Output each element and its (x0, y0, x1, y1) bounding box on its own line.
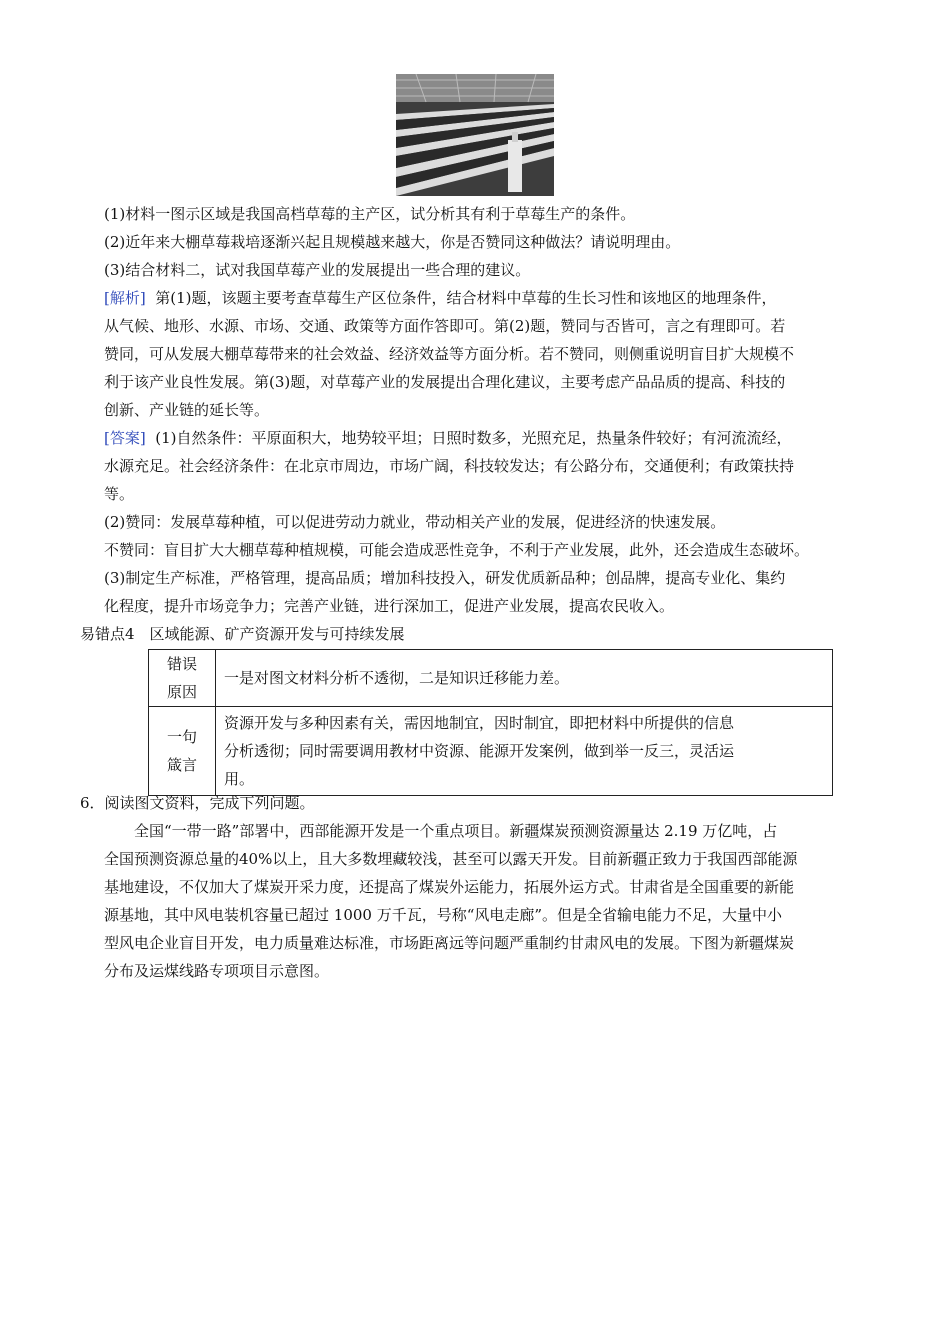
question-3: (3)结合材料二，试对我国草莓产业的发展提出一些合理的建议。 (104, 261, 531, 279)
question-6-line: 分布及运煤线路专项项目示意图。 (104, 962, 330, 980)
answer-line: (1)自然条件：平原面积大，地势较平坦；日照时数多，光照充足，热量条件较好；有河流流经， (155, 429, 792, 447)
question-1: (1)材料一图示区域是我国高档草莓的主产区，试分析其有利于草莓生产的条件。 (104, 205, 636, 223)
answer-line: 化程度，提升市场竞争力；完善产业链，进行深加工，促进产业发展，提高农民收入。 (104, 597, 675, 615)
question-6-line: 全国预测资源总量的40%以上，且大多数埋藏较浅，甚至可以露天开发。目前新疆正致力于我国西部能源 (104, 850, 798, 868)
table-label: 错误 (166, 655, 197, 673)
analysis-line: 创新、产业链的延长等。 (104, 401, 270, 419)
table-label-cell (149, 650, 216, 707)
answer-line: 水源充足。社会经济条件：在北京市周边，市场广阔，科技较发达；有公路分布，交通便利；有政策扶持 (104, 457, 795, 475)
table-text-cell: 一是对图文材料分析不透彻，二是知识迁移能力差。 (216, 650, 833, 707)
answer-line: 等。 (104, 485, 135, 503)
question-6-line: 全国“一带一路”部署中，西部能源开发是一个重点项目。新疆煤炭预测资源量达 2.19 万亿吨，占 (134, 822, 778, 840)
answer-line: (2)赞同：发展草莓种植，可以促进劳动力就业，带动相关产业的发展，促进经济的快速发展。 (104, 513, 726, 531)
analysis-line: 从气候、地形、水源、市场、交通、政策等方面作答即可。第(2)题，赞同与否皆可，言之有理即可。若 (104, 317, 786, 335)
table-label: 一句 (166, 728, 197, 746)
table-row (149, 707, 833, 796)
table-row (149, 650, 833, 707)
analysis-tag: [解析] (104, 289, 146, 307)
tips-table (148, 649, 833, 796)
greenhouse-photo (396, 74, 554, 196)
question-6-line: 基地建设，不仅加大了煤炭开采力度，还提高了煤炭外运能力，拓展外运方式。甘肃省是全国重要的新能 (104, 878, 795, 896)
analysis-line: 赞同，可从发展大棚草莓带来的社会效益、经济效益等方面分析。若不赞同，则侧重说明盲目扩大规模不 (104, 345, 795, 363)
answer-line: 不赞同：盲目扩大大棚草莓种植规模，可能会造成恶性竞争，不利于产业发展，此外，还会造成生态破坏。 (104, 541, 810, 559)
analysis-line: 第(1)题，该题主要考查草莓生产区位条件，结合材料中草莓的生长习性和该地区的地理条件， (155, 289, 777, 307)
answer-line: (3)制定生产标准，严格管理，提高品质；增加科技投入，研发优质新品种；创品牌，提高专业化、集约 (104, 569, 786, 587)
greenhouse-photo-drawing (396, 74, 554, 196)
question-6-line: 源基地，其中风电装机容量已超过 1000 万千瓦，号称“风电走廊”。但是全省输电能力不足，大量中小 (104, 906, 783, 924)
table-label: 箴言 (166, 756, 197, 774)
table-text-line: 用。 (224, 770, 255, 788)
answer-tag: [答案] (104, 429, 146, 447)
question-6-line: 型风电企业盲目开发，电力质量难达标准，市场距离远等问题严重制约甘肃风电的发展。下图为新疆煤炭 (104, 934, 795, 952)
table-label-cell (149, 707, 216, 796)
table-text-cell (216, 707, 833, 796)
question-6-title: 6．阅读图文资料，完成下列问题。 (80, 794, 315, 812)
table-text-line: 分析透彻；同时需要调用教材中资源、能源开发案例，做到举一反三，灵活运 (224, 742, 735, 760)
table-text-line: 资源开发与多种因素有关，需因地制宜，因时制宜，即把材料中所提供的信息 (224, 714, 735, 732)
section-heading: 易错点4 区域能源、矿产资源开发与可持续发展 (80, 625, 405, 643)
answer-first-line (104, 428, 792, 448)
question-2: (2)近年来大棚草莓栽培逐渐兴起且规模越来越大，你是否赞同这种做法？请说明理由。 (104, 233, 681, 251)
analysis-first-line (104, 288, 777, 308)
analysis-line: 利于该产业良性发展。第(3)题，对草莓产业的发展提出合理化建议，主要考虑产品品质的提高、科技的 (104, 373, 786, 391)
table-label: 原因 (166, 683, 197, 701)
